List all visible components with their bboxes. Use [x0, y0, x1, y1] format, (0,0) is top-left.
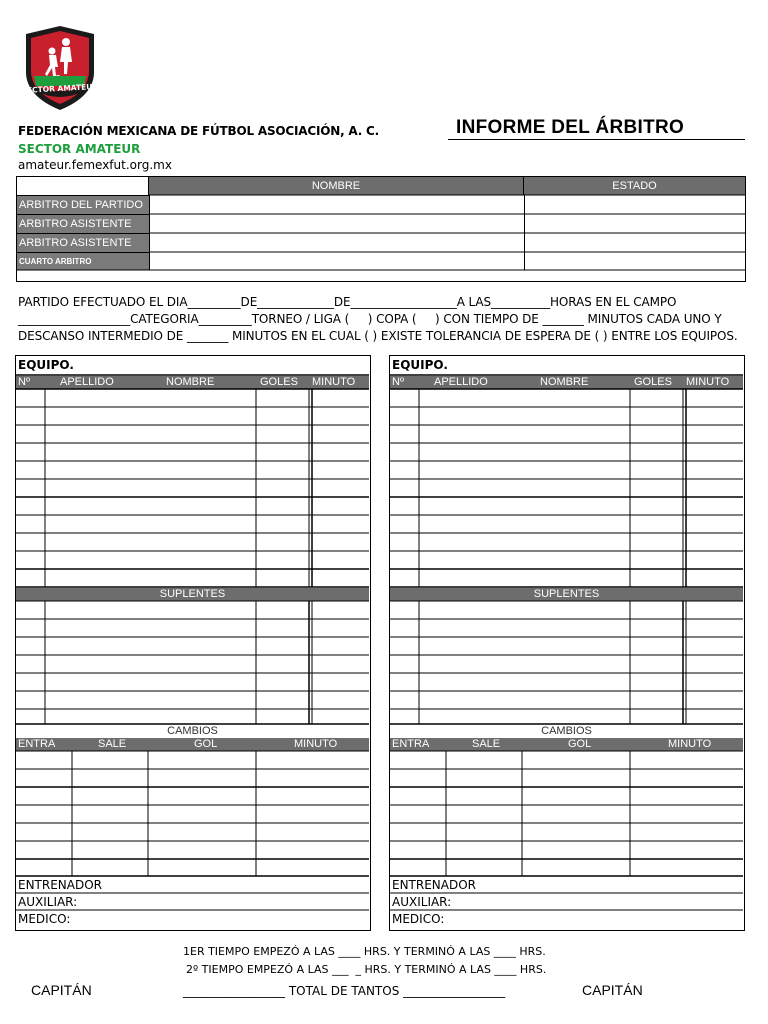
medico-label: MEDICO: [392, 912, 445, 926]
website-url: amateur.femexfut.org.mx [18, 158, 172, 172]
suplentes-header: SUPLENTES [16, 588, 369, 601]
col-minuto: MINUTO [686, 376, 730, 388]
team-label: EQUIPO. [18, 358, 74, 372]
referees-table [16, 176, 746, 282]
col-numero: Nº [392, 376, 404, 388]
federation-name: FEDERACIÓN MEXICANA DE FÚTBOL ASOCIACIÓN, A. C. [18, 124, 380, 138]
match-info-line-2: ___________________CATEGORIA_________TORNEO / LIGA ( ) COPA ( ) CON TIEMPO DE _______ MINUTOS CADA UNO Y [18, 312, 722, 326]
auxiliar-label: AUXILIAR: [392, 895, 452, 909]
team-grid-lines [16, 356, 369, 929]
col-minuto: MINUTO [312, 376, 356, 388]
referees-grid-lines [17, 177, 745, 281]
col-goles: GOLES [634, 376, 672, 388]
match-info-line-3: DESCANSO INTERMEDIO DE _______ MINUTOS EN EL CUAL ( ) EXISTE TOLERANCIA DE ESPERA DE ( ) ENTRE LOS EQUIPOS. [18, 329, 738, 343]
team-grid-lines [390, 356, 743, 929]
referee-row-label: ARBITRO ASISTENTE [17, 233, 149, 252]
title-underline [448, 139, 745, 140]
referee-row-label: ARBITRO DEL PARTIDO [17, 195, 149, 214]
team-sheet [15, 355, 371, 931]
col-apellido: APELLIDO [434, 376, 488, 388]
sector-amateur-logo [20, 24, 100, 112]
total-goals: _________________ TOTAL DE TANTOS _________________ [183, 984, 506, 998]
sector-label: SECTOR AMATEUR [18, 142, 141, 156]
col-sale: SALE [472, 738, 501, 750]
second-half-times: 2º TIEMPO EMPEZÓ A LAS ___ _ HRS. Y TERMINÓ A LAS ____ HRS. [186, 963, 547, 976]
col-goles: GOLES [260, 376, 298, 388]
referees-col-nombre: NOMBRE [149, 177, 524, 195]
col-nombre: NOMBRE [540, 376, 589, 388]
captain-right-label: CAPITÁN [582, 982, 643, 998]
captain-left-label: CAPITÁN [31, 982, 92, 998]
first-half-times: 1ER TIEMPO EMPEZÓ A LAS ____ HRS. Y TERMINÓ A LAS ____ HRS. [183, 945, 546, 958]
team-sheet [389, 355, 745, 931]
referee-row-label: CUARTO ARBITRO [17, 252, 149, 270]
col-gol: GOL [194, 738, 218, 750]
col-minuto-cambio: MINUTO [294, 738, 338, 750]
col-entra: ENTRA [18, 738, 56, 750]
col-minuto-cambio: MINUTO [668, 738, 712, 750]
col-apellido: APELLIDO [60, 376, 114, 388]
medico-label: MEDICO: [18, 912, 71, 926]
col-entra: ENTRA [392, 738, 430, 750]
col-gol: GOL [568, 738, 592, 750]
col-sale: SALE [98, 738, 127, 750]
page-title: INFORME DEL ÁRBITRO [456, 117, 685, 138]
suplentes-header: SUPLENTES [390, 588, 743, 601]
match-info-line-1: PARTIDO EFECTUADO EL DIA_________DE_____________DE__________________A LAS__________HORAS EN EL CAMPO [18, 295, 677, 309]
cambios-title: CAMBIOS [16, 725, 369, 738]
col-numero: Nº [18, 376, 30, 388]
cambios-title: CAMBIOS [390, 725, 743, 738]
referee-row-label: ARBITRO ASISTENTE [17, 214, 149, 233]
col-nombre: NOMBRE [166, 376, 215, 388]
svg-text:SECTOR AMATEUR: SECTOR AMATEUR [21, 82, 99, 95]
entrenador-label: ENTRENADOR [392, 878, 477, 892]
auxiliar-label: AUXILIAR: [18, 895, 78, 909]
entrenador-label: ENTRENADOR [18, 878, 103, 892]
team-label: EQUIPO. [392, 358, 448, 372]
referees-col-estado: ESTADO [524, 177, 745, 195]
